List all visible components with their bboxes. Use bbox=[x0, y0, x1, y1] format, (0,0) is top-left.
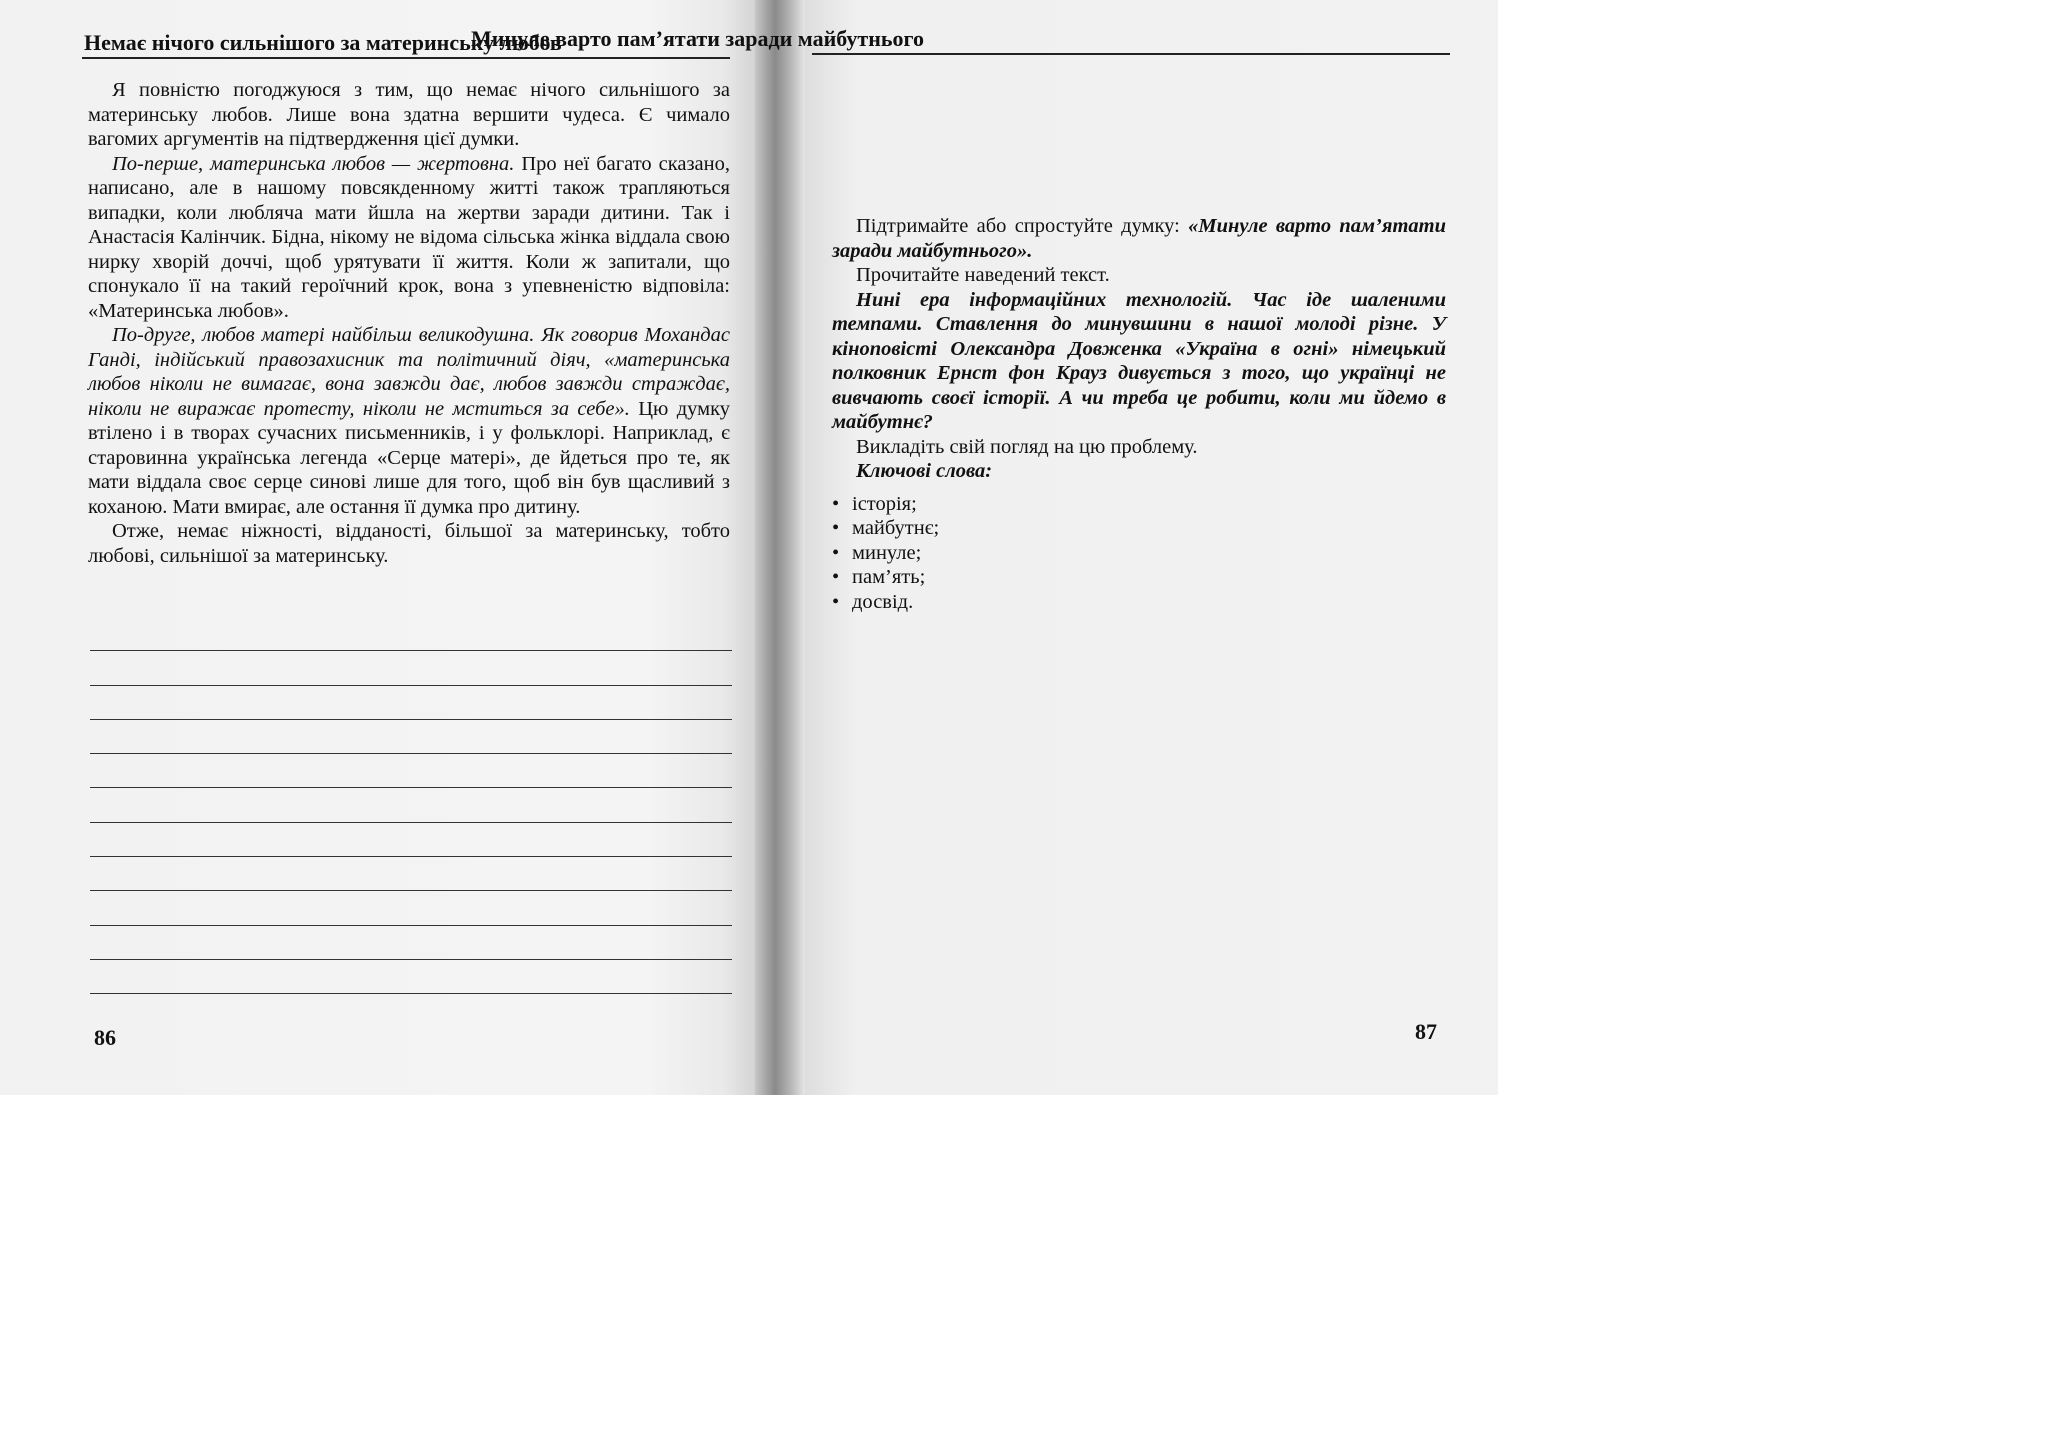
left-paragraph-4: Отже, немає ніжності, відданості, більшої за материнську, тобто любові, сильнішої за материнську. bbox=[88, 520, 730, 567]
writing-line bbox=[90, 959, 732, 960]
writing-line bbox=[90, 787, 732, 788]
writing-line bbox=[90, 685, 732, 686]
left-essay-text bbox=[88, 78, 730, 568]
prompt-text: Викладіть свій погляд на цю проблему. bbox=[856, 435, 1198, 458]
right-running-head: Минуле варто пам’ятати заради майбутнього bbox=[470, 26, 924, 51]
keyword-item: • пам’ять; bbox=[832, 565, 1446, 590]
quoted-text: Нині ера інформаційних технологій. Час іде шаленими темпами. Ставлення до минувшини в нашої молоді різне. У кіноповісті Олександра Довженка «Україна в огні» німецький полковник Ернст фон Крауз дивується з того, що українці не вивчають своєї історії. А чи треба це робити, коли ми йдемо в майбутнє? bbox=[832, 288, 1446, 433]
right-page-number: 87 bbox=[1415, 1019, 1437, 1044]
right-task-text bbox=[832, 214, 1446, 614]
keyword-item: • досвід. bbox=[832, 590, 1446, 615]
read-instruction: Прочитайте наведений текст. bbox=[856, 264, 1110, 286]
keyword-item: • історія; bbox=[832, 492, 1446, 517]
writing-line bbox=[90, 925, 732, 926]
left-paragraph-3: По-друге, любов матері найбільш великодушна. Як говорив Мохандас Ганді, індійський правозахисник та політичний діяч, «материнська любов ніколи не вимагає, вона завжди дає, любов завжди страждає, ніколи не виражає протесту, ніколи не мститься за себе». Цю думку втілено і в творах сучасних письменників, і у фольклорі. Наприклад, є старовинна українська легенда «Серце матері», де йдеться про те, як мати віддала своє серце синові лише для того, щоб він був щасливий з коханою. Мати вмирає, але остання її думка про дитину. bbox=[88, 324, 731, 518]
writing-line bbox=[90, 856, 732, 857]
left-paragraph-2: По-перше, материнська любов — жертовна. Про неї багато сказано, написано, але в нашому повсякденному житті також трапляються випадки, коли любляча мати йшла на жертви заради дитини. Так і Анастасія Калінчик. Бідна, нікому не відома сільська жінка віддала свою нирку хворій доччі, щоб урятувати її життя. Коли ж запитали, що спонукало її на такий героїчний крок, вона з упевненістю відповіла: «Материнська любов». bbox=[88, 152, 730, 322]
keyword-item: • минуле; bbox=[832, 541, 1446, 566]
keywords-label: Ключові слова: bbox=[856, 460, 993, 482]
writing-line bbox=[90, 650, 732, 651]
task-statement: Підтримайте або спростуйте думку: «Минуле варто пам’ятати заради майбутнього». bbox=[832, 215, 1446, 262]
keyword-item: • майбутнє; bbox=[832, 516, 1446, 541]
left-running-head: Немає нічого сильнішого за материнську любов bbox=[84, 30, 562, 55]
left-paragraph-1: Я повністю погоджуюся з тим, що немає нічого сильнішого за материнську любов. Лише вона здатна вершити чудеса. Є чимало вагомих аргументів на підтвердження цієї думки. bbox=[88, 79, 730, 150]
left-page-number: 86 bbox=[94, 1025, 116, 1050]
left-head-rule bbox=[82, 57, 730, 59]
writing-line bbox=[90, 719, 732, 720]
writing-line bbox=[90, 753, 732, 754]
writing-line bbox=[90, 993, 732, 994]
writing-line bbox=[90, 890, 732, 891]
writing-line bbox=[90, 822, 732, 823]
right-head-rule bbox=[812, 53, 1450, 55]
keywords-list bbox=[832, 492, 1446, 615]
book-gutter bbox=[755, 0, 805, 1095]
